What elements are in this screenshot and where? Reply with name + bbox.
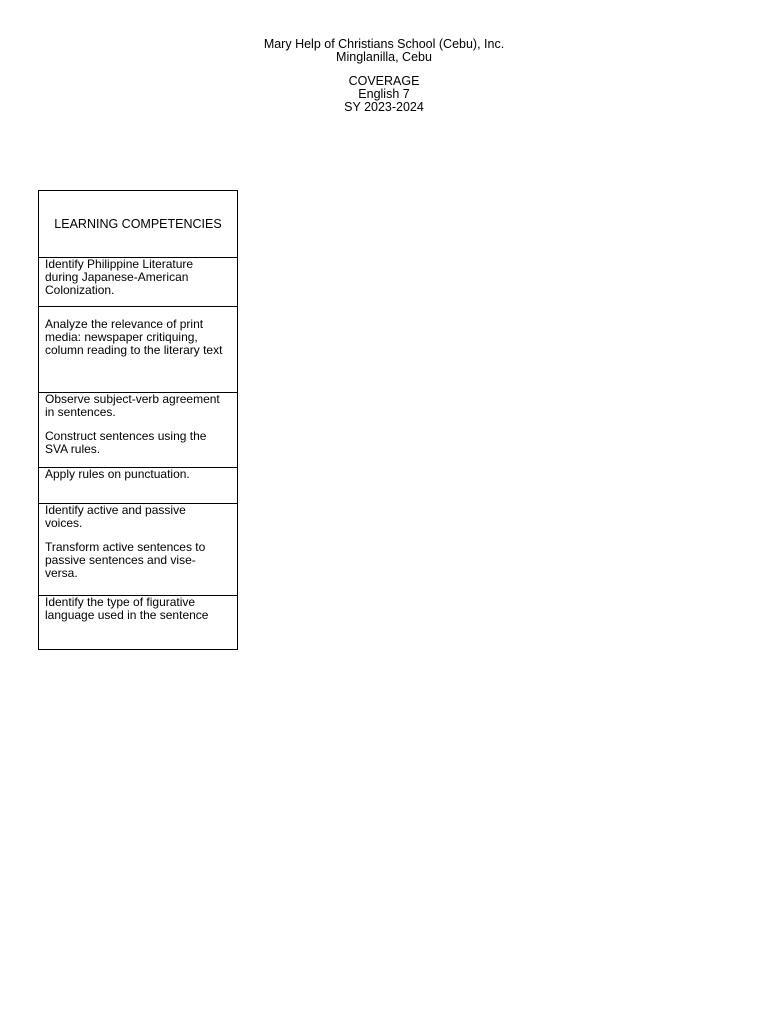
table-row — [39, 596, 238, 650]
table-header: LEARNING COMPETENCIES — [39, 191, 238, 258]
subject-name: English 7 — [358, 87, 410, 101]
competency-text: Identify the type of figurative language used in the sentence — [45, 595, 209, 622]
table-row — [39, 393, 238, 468]
document-header — [0, 38, 768, 114]
document-title: COVERAGE — [348, 74, 420, 88]
competency-text: Identify active and passive voices. Transform active sentences to passive sentences and vise- versa. — [45, 503, 206, 580]
table-row — [39, 504, 238, 596]
competency-text: Observe subject-verb agreement in sentences. Construct sentences using the SVA rules. — [45, 392, 220, 456]
table-row — [39, 468, 238, 504]
competency-text: Apply rules on punctuation. — [45, 467, 190, 481]
learning-competencies-table — [38, 190, 238, 650]
competency-text: Identify Philippine Literature during Japanese-American Colonization. — [45, 257, 194, 297]
school-year: SY 2023-2024 — [344, 100, 424, 114]
competency-text: Analyze the relevance of print media: newspaper critiquing, column reading to the literary text — [45, 317, 223, 357]
school-name: Mary Help of Christians School (Cebu), Inc. — [263, 37, 505, 51]
table-row — [39, 258, 238, 307]
school-location: Minglanilla, Cebu — [336, 50, 432, 64]
table-row — [39, 307, 238, 393]
